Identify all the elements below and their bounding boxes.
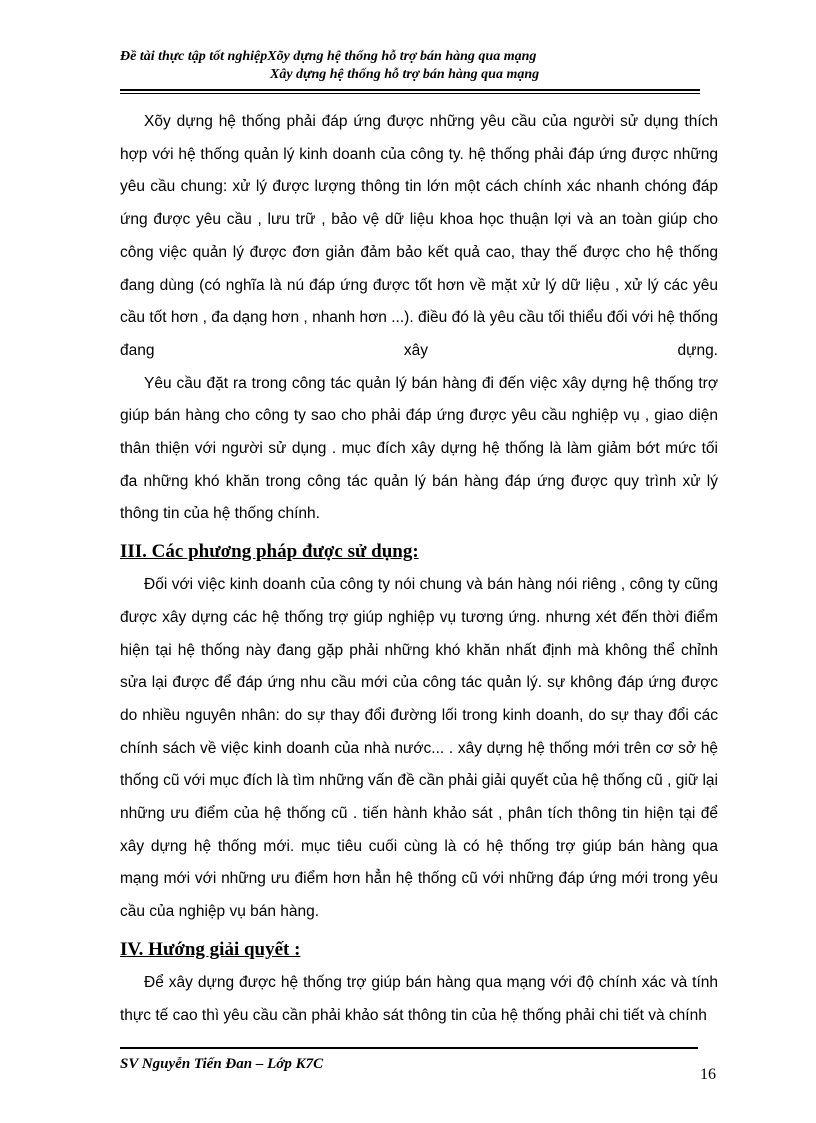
page-body bbox=[120, 106, 718, 1032]
footer-author: SV Nguyễn Tiến Đan – Lớp K7C bbox=[120, 1056, 324, 1072]
header-rule-thin bbox=[120, 93, 700, 94]
header-line-2: Xây dựng hệ thống hỗ trợ bán hàng qua mạng bbox=[270, 67, 540, 82]
paragraph-2: Yêu cầu đặt ra trong công tác quản lý bán hàng đi đến việc xây dựng hệ thống trợ giúp bán hàng cho công ty sao cho phải đáp ứng được yêu cầu nghiệp vụ , giao diện thân thiện với người sử dụng . mục đích xây dựng hệ thống là làm giảm bớt mức tối đa những khó khăn trong công tác quản lý bán hàng đáp ứng được quy trình xử lý thông tin của hệ thống chính. bbox=[120, 374, 718, 523]
header-line-1: Đề tài thực tập tốt nghiệpXõy dựng hệ thống hỗ trợ bán hàng qua mạng bbox=[120, 49, 537, 64]
footer-rule bbox=[120, 1047, 698, 1049]
section-4-title: IV. Hướng giải quyết : bbox=[120, 938, 301, 960]
section-3-title: III. Các phương pháp được sử dụng: bbox=[120, 541, 419, 563]
paragraph-1: Xõy dựng hệ thống phải đáp ứng được những yêu cầu của người sử dụng thích hợp với hệ thống quản lý kinh doanh của công ty. hệ thống phải đáp ứng được những yêu cầu chung: xử lý được lượng thông tin lớn một cách chính xác nhanh chóng đáp ứng được yêu cầu , lưu trữ , bảo vệ dữ liệu khoa học thuận lợi và an toàn giúp cho công việc quản lý được đơn giản đảm bảo kết quả cao, thay thế được cho hệ thống đang dùng (có nghĩa là nú đáp ứng được tốt hơn về mặt xử lý dữ liệu , xử lý các yêu cầu tốt hơn , đa dạng hơn , nhanh hơn ...). điều đó là yêu cầu tối thiểu đối với hệ thống đang xây dựng. bbox=[120, 113, 718, 359]
paragraph-4: Để xây dựng được hệ thống trợ giúp bán hàng qua mạng với độ chính xác và tính thực tế cao thì yêu cầu cần phải khảo sát thông tin của hệ thống phải chi tiết và chính bbox=[120, 973, 718, 1024]
page-header bbox=[120, 48, 700, 84]
page-number: 16 bbox=[700, 1066, 716, 1083]
paragraph-3: Đối với việc kinh doanh của công ty nói chung và bán hàng nói riêng , công ty cũng được xây dựng các hệ thống trợ giúp nghiệp vụ tương ứng. nhưng xét đến thời điểm hiện tại hệ thống này đang gặp phải những khó khăn nhất định mà không thể chỉnh sửa lại được để đáp ứng nhu cầu mới của công tác quản lý. sự không đáp ứng được do nhiều nguyên nhân: do sự thay đổi đường lối trong kinh doanh, do sự thay đổi các chính sách về việc kinh doanh của nhà nước... . xây dựng hệ thống mới trên cơ sở hệ thống cũ với mục đích là tìm những vấn đề cần phải giải quyết của hệ thống cũ , giữ lại những ưu điểm của hệ thống cũ . tiến hành khảo sát , phân tích thông tin hiện tại để xây dựng hệ thống mới. mục tiêu cuối cùng là có hệ thống trợ giúp bán hàng qua mạng mới với những ưu điểm hơn hẳn hệ thống cũ với những đáp ứng mới trong yêu cầu của nghiệp vụ bán hàng. bbox=[120, 576, 718, 921]
header-rule bbox=[120, 89, 700, 91]
